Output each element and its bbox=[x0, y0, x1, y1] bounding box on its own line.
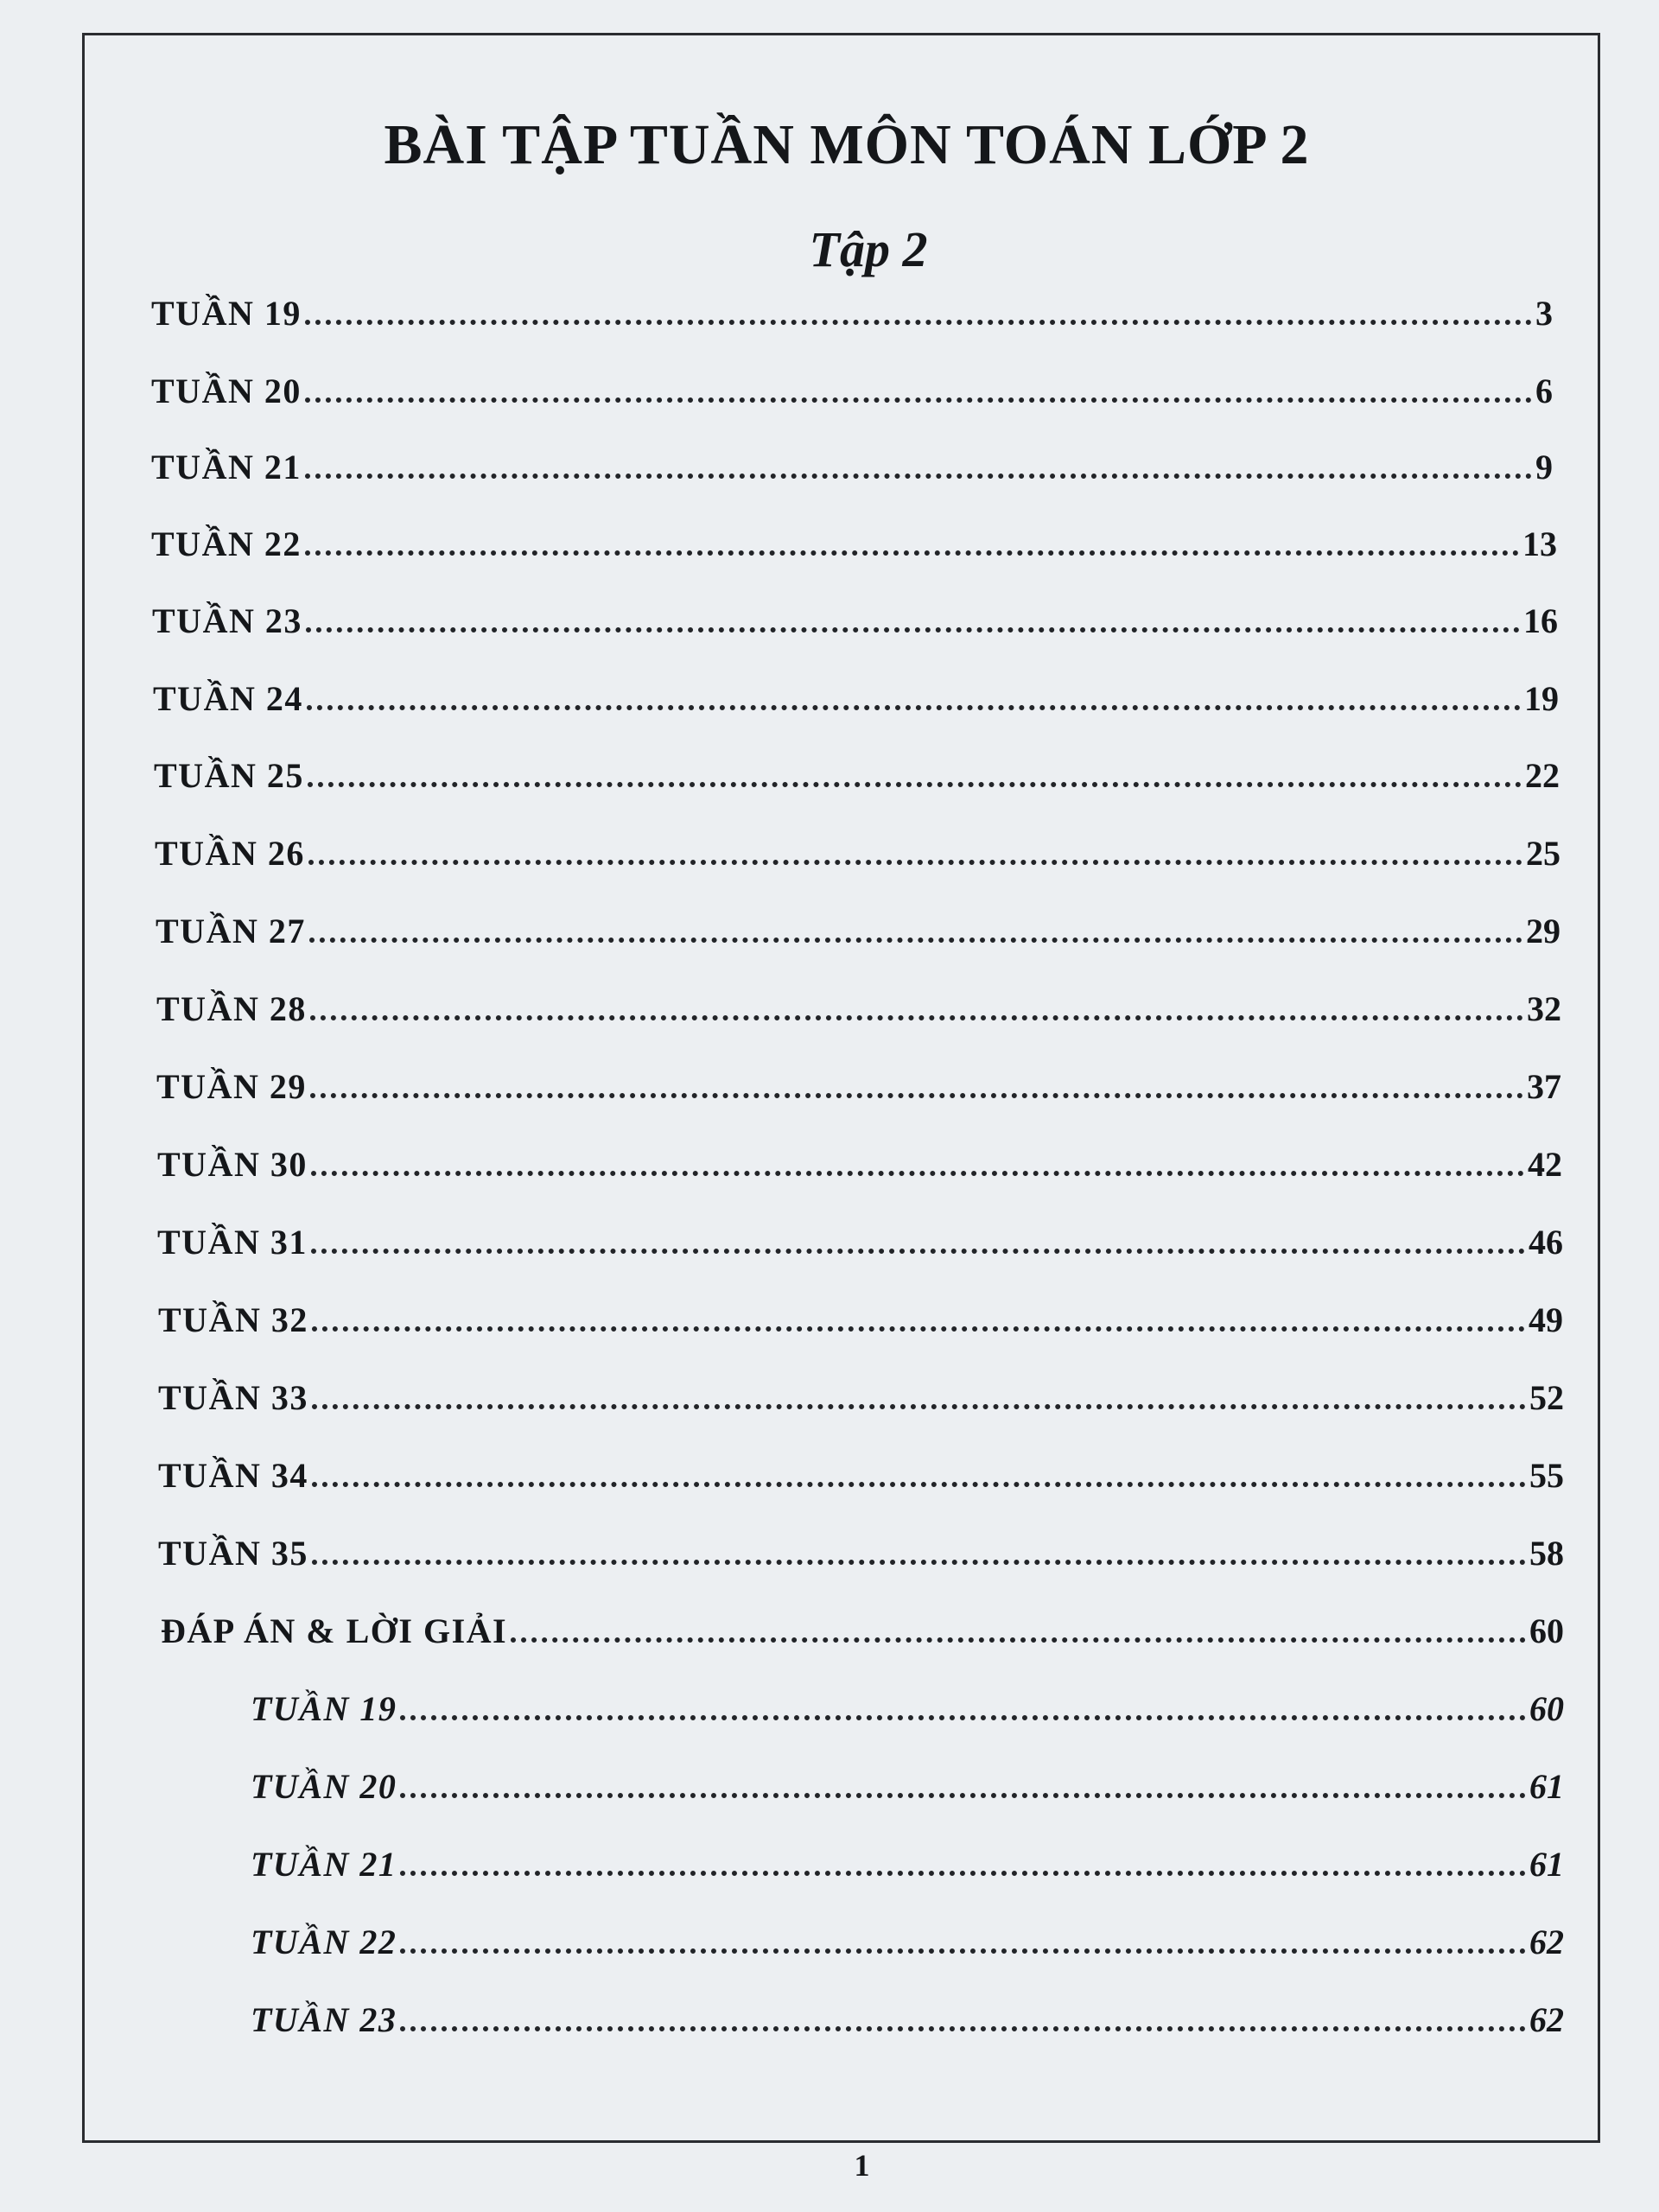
toc-entry bbox=[158, 1292, 1563, 1340]
dot-leader bbox=[312, 1404, 1526, 1409]
dot-leader bbox=[311, 1249, 1525, 1254]
dot-leader bbox=[310, 1093, 1523, 1098]
toc-entry-label: TUẦN 26 bbox=[155, 834, 305, 873]
toc-entry-label: TUẦN 24 bbox=[153, 679, 303, 718]
toc-entry-page: 22 bbox=[1525, 756, 1560, 795]
dot-leader bbox=[312, 1482, 1526, 1487]
toc-entry-page: 19 bbox=[1524, 679, 1559, 718]
toc-entry bbox=[153, 671, 1559, 719]
dot-leader bbox=[308, 782, 1522, 787]
dot-leader bbox=[311, 1171, 1524, 1176]
toc-entry-page: 9 bbox=[1535, 448, 1553, 486]
dot-leader bbox=[312, 1560, 1526, 1565]
toc-subentry bbox=[251, 1758, 1564, 1807]
toc-entry-label: TUẦN 34 bbox=[158, 1456, 308, 1495]
dot-leader bbox=[308, 860, 1522, 865]
toc-subentry bbox=[251, 1836, 1564, 1885]
toc-entry bbox=[151, 363, 1553, 411]
toc-entry bbox=[156, 1058, 1561, 1107]
volume-subtitle: Tập 2 bbox=[809, 221, 928, 277]
toc-entry-label: TUẦN 33 bbox=[158, 1378, 308, 1417]
toc-entry bbox=[158, 1447, 1564, 1496]
toc-entry bbox=[158, 1525, 1564, 1573]
toc-entry bbox=[156, 981, 1561, 1029]
toc-entry bbox=[151, 439, 1553, 487]
toc-entry-page: 46 bbox=[1529, 1223, 1563, 1262]
toc-subentry-label: TUẦN 20 bbox=[251, 1767, 397, 1806]
toc-entry-label: TUẦN 28 bbox=[156, 989, 307, 1028]
toc-entry-label: TUẦN 23 bbox=[152, 601, 302, 640]
toc-entry bbox=[152, 593, 1558, 641]
toc-entry-page: 6 bbox=[1535, 372, 1553, 410]
dot-leader bbox=[400, 2026, 1526, 2031]
dot-leader bbox=[310, 1015, 1523, 1020]
toc-subentry bbox=[251, 1992, 1564, 2040]
toc-entry-page: 29 bbox=[1526, 912, 1560, 950]
dot-leader bbox=[511, 1637, 1526, 1643]
toc-entry-page: 58 bbox=[1529, 1534, 1564, 1573]
toc-entry-answers bbox=[161, 1603, 1564, 1651]
toc-entry bbox=[151, 285, 1553, 334]
dot-leader bbox=[305, 397, 1532, 403]
dot-leader bbox=[305, 550, 1519, 556]
toc-entry bbox=[154, 747, 1560, 796]
toc-entry-label: TUẦN 21 bbox=[151, 448, 302, 486]
toc-entry-page: 32 bbox=[1527, 989, 1561, 1028]
dot-leader bbox=[305, 474, 1532, 479]
dot-leader bbox=[305, 320, 1532, 325]
page-number: 1 bbox=[854, 2148, 870, 2183]
toc-entry-page: 37 bbox=[1527, 1067, 1561, 1106]
dot-leader bbox=[400, 1793, 1526, 1798]
toc-entry bbox=[155, 825, 1560, 874]
toc-entry-label: TUẦN 32 bbox=[158, 1300, 308, 1339]
toc-entry bbox=[157, 1136, 1562, 1185]
toc-entry-page: 52 bbox=[1529, 1378, 1564, 1417]
toc-subentry-page: 62 bbox=[1529, 1923, 1564, 1961]
toc-entry bbox=[157, 1214, 1563, 1262]
toc-subentry-page: 62 bbox=[1529, 2000, 1564, 2039]
toc-entry bbox=[158, 1370, 1564, 1418]
dot-leader bbox=[309, 938, 1522, 943]
toc-entry-page: 42 bbox=[1528, 1145, 1562, 1184]
toc-entry-label: TUẦN 22 bbox=[151, 524, 302, 563]
dot-leader bbox=[312, 1326, 1525, 1332]
toc-entry-page: 3 bbox=[1535, 294, 1553, 333]
dot-leader bbox=[306, 627, 1520, 632]
toc-entry bbox=[156, 903, 1560, 951]
toc-subentry-label: TUẦN 22 bbox=[251, 1923, 397, 1961]
page-title: BÀI TẬP TUẦN MÔN TOÁN LỚP 2 bbox=[384, 113, 1310, 176]
toc-subentry bbox=[251, 1914, 1564, 1962]
toc-entry-label: TUẦN 31 bbox=[157, 1223, 308, 1262]
toc-entry-label: TUẦN 35 bbox=[158, 1534, 308, 1573]
toc-entry-label: TUẦN 27 bbox=[156, 912, 306, 950]
toc-entry-label: TUẦN 30 bbox=[157, 1145, 308, 1184]
toc-entry-page: 16 bbox=[1523, 601, 1558, 640]
toc-subentry-page: 61 bbox=[1529, 1767, 1564, 1806]
toc-entry-page: 55 bbox=[1529, 1456, 1564, 1495]
toc-subentry-page: 61 bbox=[1529, 1845, 1564, 1884]
toc-entry-label: ĐÁP ÁN & LỜI GIẢI bbox=[161, 1611, 508, 1650]
toc-entry-page: 13 bbox=[1522, 524, 1557, 563]
dot-leader bbox=[307, 705, 1521, 710]
toc-entry-label: TUẦN 19 bbox=[151, 294, 302, 333]
toc-entry-page: 60 bbox=[1529, 1611, 1564, 1650]
toc-entry bbox=[151, 516, 1557, 564]
toc-subentry-page: 60 bbox=[1529, 1689, 1564, 1728]
toc-entry-page: 49 bbox=[1529, 1300, 1563, 1339]
toc-subentry bbox=[251, 1681, 1564, 1729]
toc-subentry-label: TUẦN 23 bbox=[251, 2000, 397, 2039]
toc-subentry-label: TUẦN 19 bbox=[251, 1689, 397, 1728]
toc-subentry-label: TUẦN 21 bbox=[251, 1845, 397, 1884]
dot-leader bbox=[400, 1948, 1526, 1954]
dot-leader bbox=[400, 1715, 1526, 1720]
dot-leader bbox=[400, 1871, 1526, 1876]
toc-entry-page: 25 bbox=[1526, 834, 1560, 873]
toc-entry-label: TUẦN 29 bbox=[156, 1067, 307, 1106]
toc-entry-label: TUẦN 20 bbox=[151, 372, 302, 410]
toc-entry-label: TUẦN 25 bbox=[154, 756, 304, 795]
